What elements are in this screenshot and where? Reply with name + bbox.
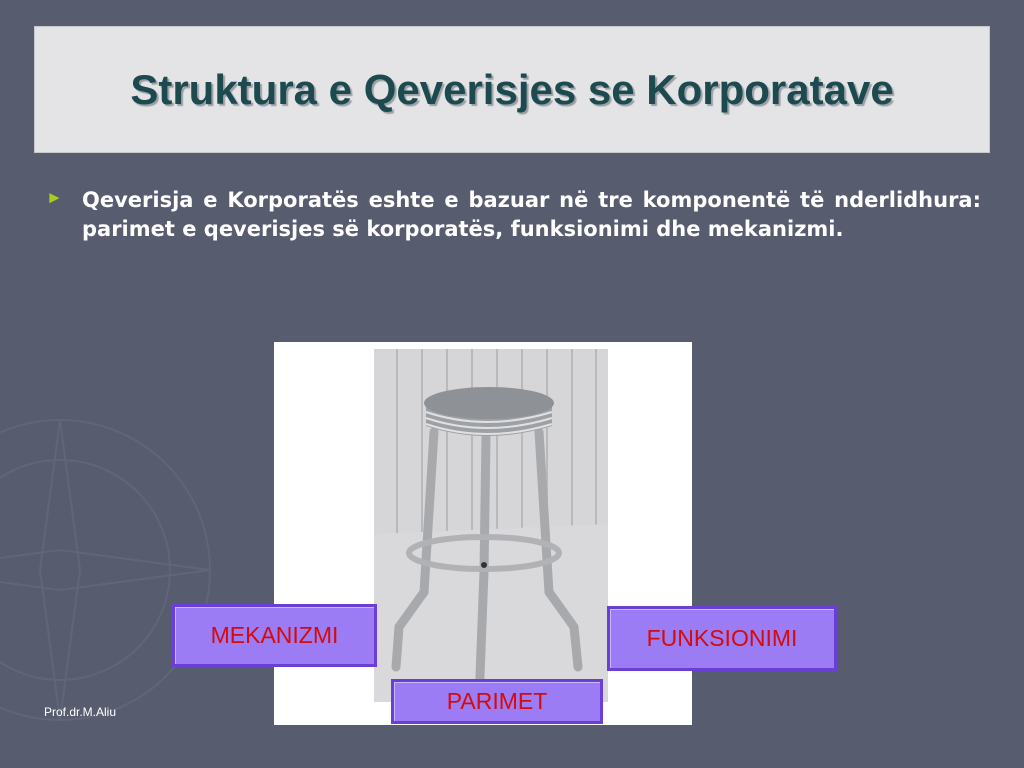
slide-title: Struktura e Qeverisjes se Korporatave (130, 66, 894, 113)
label-mekanizmi (172, 604, 377, 667)
compass-watermark-decoration (0, 380, 260, 768)
label-mekanizmi-text: MEKANIZMI (210, 622, 339, 648)
label-parimet (391, 679, 603, 724)
bullet-text: Qeverisja e Korporatës eshte e bazuar në tre komponentë të nderlidhura: parimet e qeverisjes së korporatës, funksionimi dhe mekanizmi. (82, 188, 981, 241)
bullet-arrow-icon: ► (46, 188, 63, 207)
title-box (34, 26, 990, 153)
bullet-point (46, 186, 981, 244)
label-parimet-text: PARIMET (446, 688, 548, 714)
label-funksionimi (607, 606, 837, 671)
label-funksionimi-text: FUNKSIONIMI (646, 625, 798, 651)
footer-author: Prof.dr.M.Aliu (44, 705, 117, 719)
